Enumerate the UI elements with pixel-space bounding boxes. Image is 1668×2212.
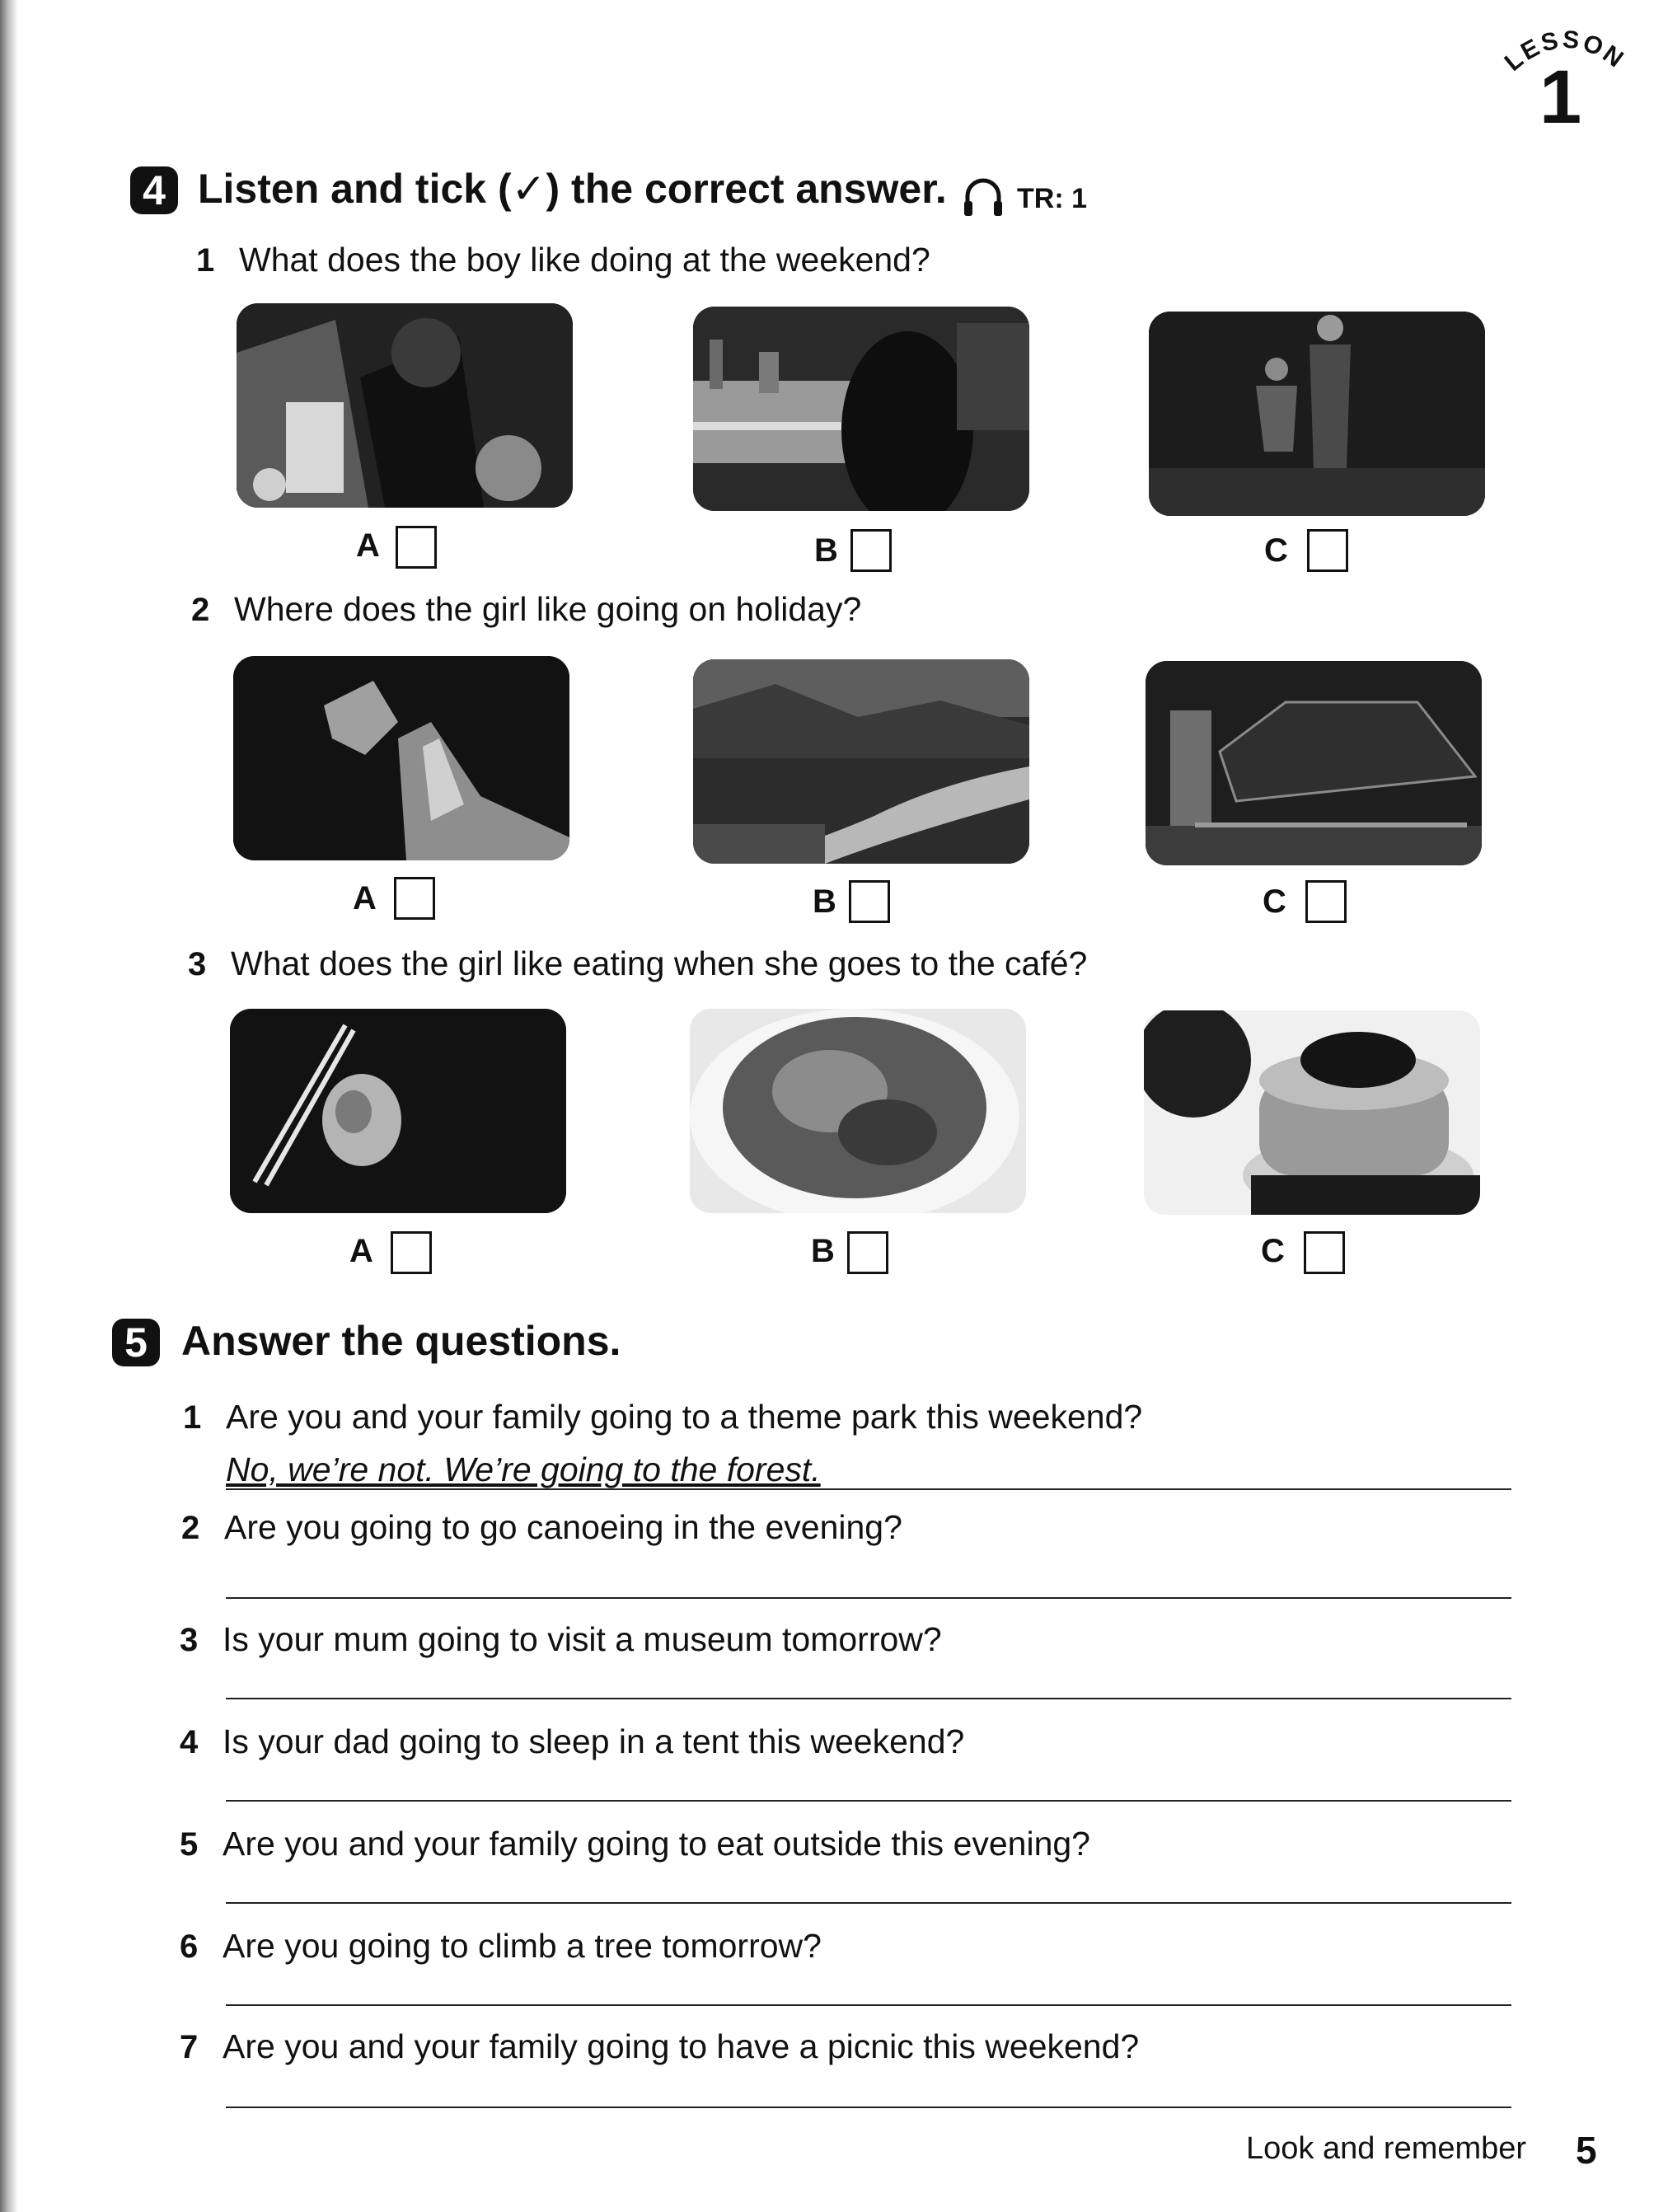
- ex4-question-text: Where does the girl like going on holiday?: [234, 590, 862, 628]
- ex5-question-number: 2: [181, 1510, 200, 1546]
- ex5-question-number: 4: [180, 1724, 199, 1760]
- option-letter: A: [353, 880, 377, 916]
- headphones-icon: [961, 175, 1005, 219]
- ex4-question-text: What does the boy like doing at the weekend?: [239, 241, 930, 279]
- photo-2c-wooden-house: [1146, 661, 1482, 865]
- option-letter: A: [349, 1233, 373, 1269]
- photo-2a-rock-cliff: [233, 656, 569, 860]
- photo-3b-pasta: [690, 1009, 1026, 1213]
- answer-line-7[interactable]: [226, 2107, 1511, 2108]
- answer-line-4[interactable]: [226, 1800, 1511, 1802]
- footer-section-label: Look and remember: [1246, 2131, 1527, 2166]
- option-letter: A: [356, 527, 380, 564]
- ex5-question-text: Are you going to climb a tree tomorrow?: [223, 1927, 822, 1965]
- answer-line-2[interactable]: [226, 1597, 1511, 1599]
- exercise-5-number: 5: [112, 1319, 160, 1366]
- ex5-question-text: Are you and your family going to eat outside this evening?: [223, 1825, 1090, 1863]
- tick-box-3a[interactable]: [391, 1231, 432, 1274]
- exercise-4-number: 4: [130, 166, 178, 214]
- option-letter: C: [1263, 883, 1286, 920]
- answer-line-1: [226, 1488, 1511, 1490]
- exercise-5-title: Answer the questions.: [181, 1318, 621, 1364]
- ex5-question-text: Is your dad going to sleep in a tent this weekend?: [223, 1722, 965, 1760]
- photo-2b-river-valley: [693, 659, 1029, 864]
- ex5-example-answer: No, we’re not. We’re going to the forest.: [226, 1450, 821, 1488]
- ex5-question-text: Are you going to go canoeing in the evening?: [224, 1508, 902, 1546]
- option-letter: C: [1261, 1233, 1285, 1269]
- photo-3c-pancakes: [1144, 1010, 1480, 1215]
- option-letter: C: [1264, 532, 1288, 569]
- ex5-question-number: 1: [183, 1399, 202, 1436]
- ex4-question-number: 1: [196, 242, 215, 279]
- ex5-question-text: Are you and your family going to have a picnic this weekend?: [223, 2027, 1140, 2065]
- tick-box-2b[interactable]: [849, 880, 890, 923]
- ex5-question-number: 7: [180, 2029, 199, 2065]
- option-letter: B: [811, 1233, 835, 1269]
- track-label: TR: 1: [1017, 183, 1087, 214]
- svg-text:LESSON: LESSON: [1500, 26, 1631, 77]
- tick-box-1a[interactable]: [396, 526, 437, 569]
- ex4-question-number: 2: [191, 592, 210, 628]
- tick-box-1c[interactable]: [1307, 529, 1348, 572]
- ex5-question-number: 3: [180, 1622, 199, 1658]
- option-letter: B: [814, 532, 838, 569]
- photo-1a-boy-cooking: [237, 303, 573, 508]
- lesson-number: 1: [1539, 55, 1582, 139]
- photo-3a-noodles: [230, 1009, 566, 1213]
- ex5-question-text: Are you and your family going to a theme park this weekend?: [226, 1398, 1143, 1436]
- tick-box-3b[interactable]: [847, 1231, 888, 1274]
- answer-line-5[interactable]: [226, 1902, 1511, 1904]
- tick-box-2c[interactable]: [1305, 880, 1347, 923]
- ex4-question-text: What does the girl like eating when she goes to the café?: [231, 944, 1088, 982]
- answer-line-6[interactable]: [226, 2004, 1511, 2006]
- page-number: 5: [1576, 2129, 1597, 2172]
- photo-1b-city-night: [693, 307, 1029, 511]
- tick-box-1b[interactable]: [850, 529, 892, 572]
- ex5-question-number: 5: [180, 1826, 199, 1863]
- ex5-question-number: 6: [180, 1928, 199, 1965]
- option-letter: B: [813, 883, 836, 920]
- answer-line-3[interactable]: [226, 1698, 1511, 1699]
- tick-box-2a[interactable]: [394, 877, 435, 920]
- exercise-4-title: Listen and tick (✓) the correct answer.: [198, 166, 947, 212]
- tick-box-3c[interactable]: [1304, 1231, 1345, 1274]
- photo-1c-rollerblading: [1149, 312, 1485, 516]
- ex4-question-number: 3: [188, 946, 207, 982]
- ex5-question-text: Is your mum going to visit a museum tomorrow?: [223, 1620, 942, 1658]
- page-binding-shadow: [0, 0, 18, 2212]
